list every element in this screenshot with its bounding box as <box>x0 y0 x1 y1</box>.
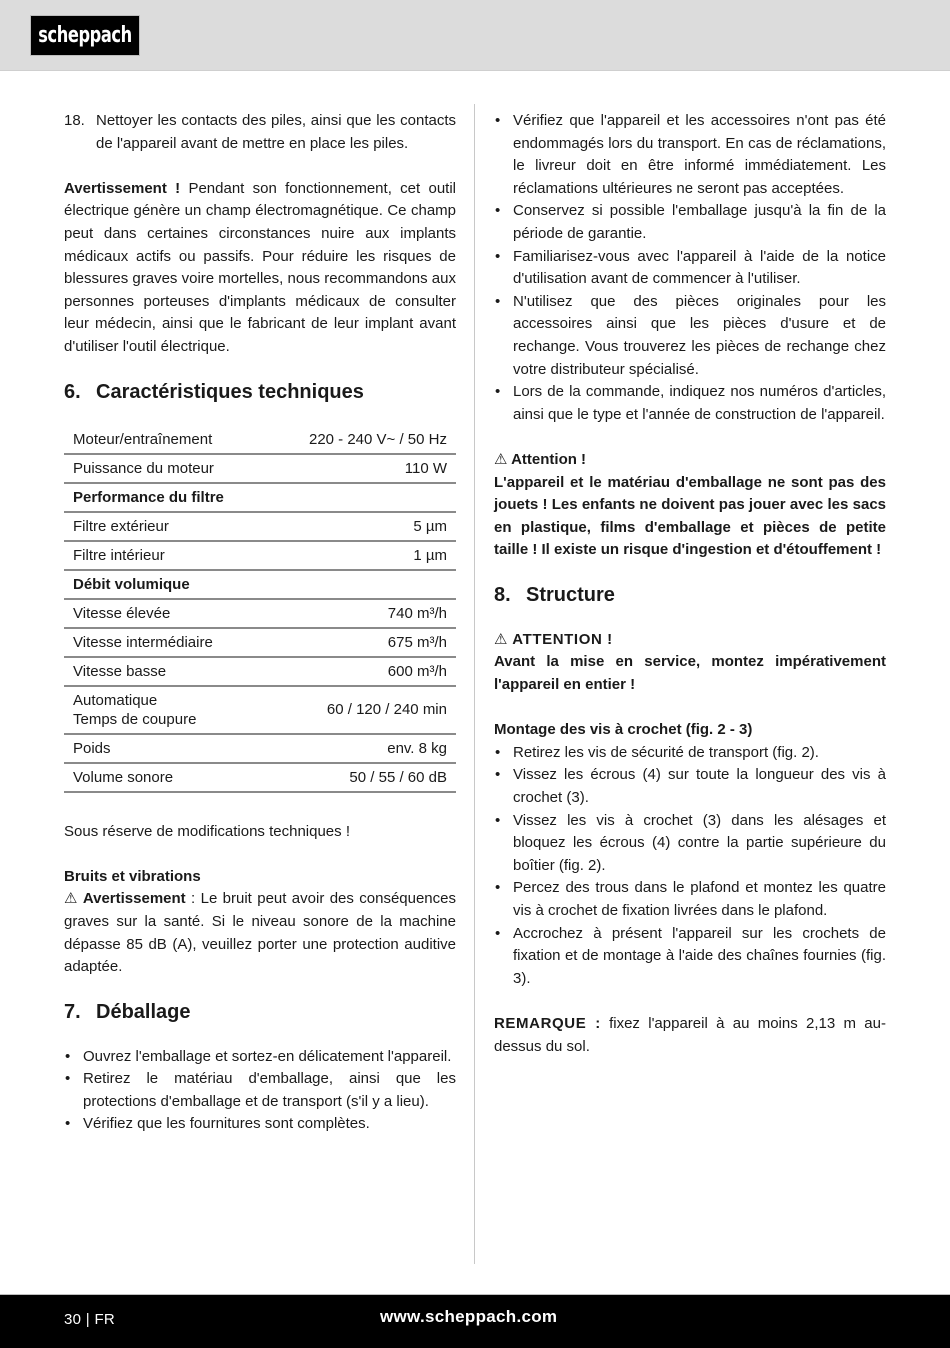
spec-table <box>64 426 456 793</box>
bullet-icon: • <box>495 112 501 129</box>
logo-text: scheppach <box>38 22 132 48</box>
table-row <box>64 454 456 483</box>
remark-text: fixez l'appareil à au moins 2,13 m au-dessus du sol. <box>494 1014 886 1055</box>
list-item <box>494 764 886 809</box>
left-column <box>64 110 456 1136</box>
list-item <box>494 923 886 991</box>
spec-value: 220 - 240 V~ / 50 Hz <box>268 426 456 454</box>
spec-value: env. 8 kg <box>268 734 456 763</box>
spec-label: Moteur/entraînement <box>64 426 268 454</box>
list-item <box>64 1113 456 1136</box>
spec-label: Poids <box>64 734 268 763</box>
list-item-text: Familiarisez-vous avec l'appareil à l'aide de la notice d'utilisation avant de commencer à l'utiliser. <box>513 247 886 288</box>
spec-value: 1 µm <box>268 541 456 570</box>
page-indicator <box>64 1309 115 1332</box>
column-divider <box>474 104 475 1264</box>
unpacking-list-continued <box>494 110 886 426</box>
table-row <box>64 541 456 570</box>
table-row <box>64 763 456 792</box>
list-item-text: N'utilisez que des pièces originales pour les accessoires ainsi que les pièces d'usure et de rechange. Vous trouverez les pièces de rechange chez votre distributeur spécialisé. <box>513 292 886 378</box>
section-8-heading <box>494 582 886 608</box>
table-group-row <box>64 570 456 599</box>
spec-group-label: Performance du filtre <box>64 483 268 512</box>
warning-label: Avertissement ! <box>64 179 181 197</box>
spec-group-label: Débit volumique <box>64 570 268 599</box>
table-row <box>64 512 456 541</box>
list-item-text: Lors de la commande, indiquez nos numéros d'articles, ainsi que le type et l'année de construction de l'appareil. <box>513 383 886 423</box>
list-item-text: Vissez les écrous (4) sur toute la longueur des vis à crochet (3). <box>513 766 886 807</box>
structure-attention-heading <box>494 629 886 652</box>
right-column <box>494 110 886 1058</box>
attention-label: ATTENTION ! <box>512 630 613 648</box>
spec-value: 740 m³/h <box>268 599 456 628</box>
language-code: FR <box>94 1311 116 1328</box>
spec-value: 110 W <box>268 454 456 483</box>
bullet-icon: • <box>495 811 501 829</box>
spec-value: 5 µm <box>268 512 456 541</box>
structure-attention-text: Avant la mise en service, montez impérativement l'appareil en entier ! <box>494 653 886 694</box>
spec-label: Filtre intérieur <box>64 541 268 570</box>
scheppach-logo <box>30 15 140 56</box>
spec-label: Volume sonore <box>64 763 268 792</box>
item-text: Nettoyer les contacts des piles, ainsi que les contacts de l'appareil avant de mettre en place les piles. <box>96 112 456 152</box>
section-title: Caractéristiques techniques <box>96 380 364 403</box>
list-item <box>494 877 886 922</box>
bullet-icon: • <box>495 202 501 220</box>
section-7-heading <box>64 999 456 1025</box>
list-item-text: Retirez les vis de sécurité de transport (fig. 2). <box>513 743 819 761</box>
list-item-text: Retirez le matériau d'emballage, ainsi que les protections d'emballage et de transport (s'il y a lieu). <box>83 1070 456 1110</box>
table-row <box>64 628 456 657</box>
bullet-icon: • <box>495 292 501 310</box>
table-row <box>64 734 456 763</box>
list-item <box>64 1046 456 1069</box>
list-item-text: Ouvrez l'emballage et sortez-en délicatement l'appareil. <box>83 1047 452 1065</box>
unpacking-list <box>64 1046 456 1136</box>
section-number: 7. <box>64 1000 81 1023</box>
item-number: 18. <box>64 112 85 129</box>
bullet-icon: • <box>495 743 501 761</box>
technical-changes-note: Sous réserve de modifications techniques ! <box>64 822 350 840</box>
noise-warning <box>64 888 456 978</box>
list-item-text: Accrochez à présent l'appareil sur les crochets de fixation et de montage à l'aide des chaînes fournies (fig. 3). <box>513 924 886 987</box>
page-separator: | <box>85 1311 90 1328</box>
spec-label: Vitesse basse <box>64 657 268 686</box>
spec-value: 675 m³/h <box>268 628 456 657</box>
page-footer <box>0 1294 950 1348</box>
warning-triangle-icon: ⚠ <box>494 630 509 648</box>
bullet-icon: • <box>65 1115 71 1133</box>
list-item-text: Vissez les vis à crochet (3) dans les alésages et bloquez les écrous (4) contre la partie supérieure du boîtier (fig. 2). <box>513 811 886 874</box>
table-row <box>64 426 456 454</box>
spec-label-multiline <box>64 686 268 734</box>
list-item <box>64 1068 456 1113</box>
table-group-row <box>64 483 456 512</box>
spec-value: 600 m³/h <box>268 657 456 686</box>
section-number: 8. <box>494 583 511 606</box>
list-item-text: Vérifiez que les fournitures sont complètes. <box>83 1115 370 1133</box>
list-item <box>494 381 886 426</box>
noise-warning-label: Avertissement <box>82 890 186 908</box>
bullet-icon: • <box>495 247 501 265</box>
section-title: Structure <box>526 583 615 606</box>
spec-value: 60 / 120 / 240 min <box>268 686 456 734</box>
assembly-steps-list <box>494 742 886 991</box>
electromagnetic-warning <box>64 178 456 359</box>
bullet-icon: • <box>65 1047 71 1065</box>
spec-value <box>268 570 456 599</box>
list-item-text: Vérifiez que l'appareil et les accessoires n'ont pas été endommagés lors du transport. En cas de réclamations, le livreur doit en être informé immédiatement. Les réclamations ultérieures ne seront pas acceptées. <box>513 112 886 197</box>
spec-label: Filtre extérieur <box>64 512 268 541</box>
spec-value: 50 / 55 / 60 dB <box>268 763 456 792</box>
list-item <box>494 110 886 200</box>
list-item <box>494 742 886 765</box>
table-row <box>64 657 456 686</box>
warning-triangle-icon: ⚠ <box>64 890 78 908</box>
bullet-icon: • <box>65 1070 71 1088</box>
warning-triangle-icon: ⚠ <box>494 450 508 468</box>
section-number: 6. <box>64 380 81 403</box>
spec-label: Puissance du moteur <box>64 454 268 483</box>
table-row <box>64 686 456 734</box>
section-title: Déballage <box>96 1000 191 1023</box>
hook-screws-subheading: Montage des vis à crochet (fig. 2 - 3) <box>494 721 753 739</box>
warning-text: Pendant son fonctionnement, cet outil électrique génère un champ électromagnétique. Ce champ peut dans certaines circonstances nuire aux implants médicaux actifs ou passifs. Pour réduire les risques de blessures graves voire mortelles, nous recommandons aux personnes porteuses d'implants médicaux de consulter leur médecin, ainsi que le fabricant de leur implant avant d'utiliser l'outil électrique. <box>64 179 456 355</box>
list-item <box>494 200 886 245</box>
attention-label: Attention ! <box>511 450 587 468</box>
section-6-heading <box>64 379 456 405</box>
list-item <box>494 246 886 291</box>
spec-label: Vitesse élevée <box>64 599 268 628</box>
spec-label: Vitesse intermédiaire <box>64 628 268 657</box>
page-number: 30 <box>64 1311 82 1328</box>
noise-warning-text: : Le bruit peut avoir des conséquences graves sur la santé. Si le niveau sonore de la machine dépasse 85 dB (A), veuillez porter une protection auditive adaptée. <box>64 890 456 976</box>
table-row <box>64 599 456 628</box>
attention-text: L'appareil et le matériau d'emballage ne sont pas des jouets ! Les enfants ne doivent pas jouer avec les sacs en plastique, films d'emballage et pièces de petite taille ! Il existe un risque d'ingestion et d'étouffement ! <box>494 473 886 559</box>
list-item-text: Conservez si possible l'emballage jusqu'à la fin de la période de garantie. <box>513 202 886 242</box>
attention-heading <box>494 449 886 472</box>
instruction-item-18 <box>64 110 456 155</box>
bullet-icon: • <box>495 924 501 942</box>
remark-label: REMARQUE : <box>494 1014 601 1032</box>
spec-label-line-2: Temps de coupure <box>73 710 197 728</box>
noise-heading: Bruits et vibrations <box>64 867 201 885</box>
spec-label-line-1: Automatique <box>73 691 158 709</box>
bullet-icon: • <box>495 766 501 784</box>
website-link[interactable]: www.scheppach.com <box>380 1307 558 1326</box>
spec-value <box>268 483 456 512</box>
list-item-text: Percez des trous dans le plafond et montez les quatre vis à crochet de fixation livrées dans le plafond. <box>513 879 886 919</box>
bullet-icon: • <box>495 879 501 897</box>
remark-note <box>494 1013 886 1058</box>
bullet-icon: • <box>495 383 501 401</box>
page-header <box>0 0 950 71</box>
list-item <box>494 291 886 381</box>
list-item <box>494 810 886 878</box>
